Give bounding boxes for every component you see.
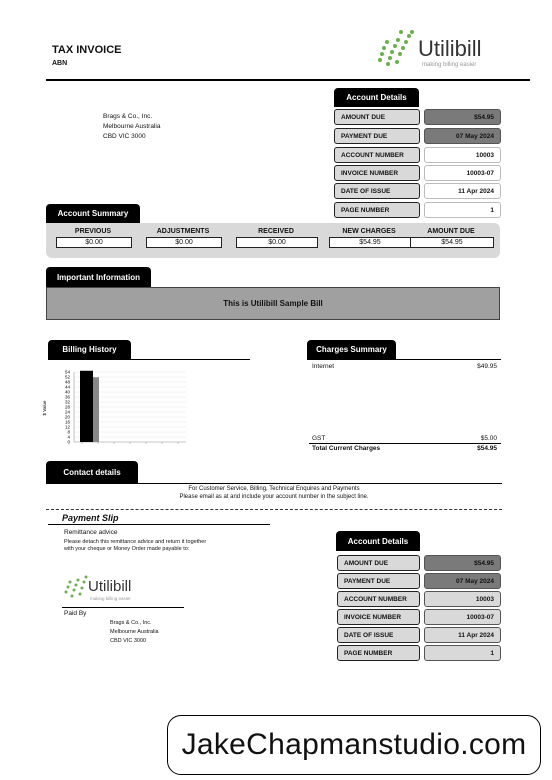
remittance-instructions-2: with your cheque or Money Order made payable to: — [64, 546, 190, 552]
customer-line-2: Melbourne Australia — [103, 123, 161, 130]
contact-line-1: For Customer Service, Billing, Technical Enquires and Payments — [188, 486, 360, 492]
slip-date-of-issue-value: 11 Apr 2024 — [424, 627, 501, 643]
account-number-value: 10003 — [424, 147, 501, 163]
slip-customer-line-1: Brags & Co., Inc. — [110, 620, 152, 626]
total-rule — [309, 443, 501, 444]
chart-y-tick-label: 24 — [64, 409, 70, 415]
chart-y-tick-label: 16 — [64, 419, 70, 425]
slip-amount-due-label: AMOUNT DUE — [337, 555, 420, 571]
slip-invoice-number-value: 10003-07 — [424, 609, 501, 625]
chart-y-tick-label: 12 — [64, 424, 70, 430]
total-value: $54.95 — [477, 445, 497, 452]
slip-account-number-label: ACCOUNT NUMBER — [337, 591, 420, 607]
account-summary-panel — [46, 223, 500, 258]
important-message: This is Utilibill Sample Bill — [223, 299, 323, 308]
utilibill-logo — [372, 24, 512, 74]
abn-label: ABN — [52, 60, 68, 67]
billing-history-rule — [48, 359, 250, 360]
chart-y-tick-label: 4 — [67, 434, 70, 440]
paid-by-rule — [62, 607, 184, 608]
slip-logo-mark-icon — [60, 572, 90, 602]
account-number-label: ACCOUNT NUMBER — [334, 147, 420, 163]
amount-due-value: $54.95 — [424, 109, 501, 125]
logo-mark-icon — [372, 24, 420, 68]
slip-account-details-tab: Account Details — [336, 531, 420, 551]
chart-y-axis-label: $ Value — [42, 400, 47, 416]
contact-line-2: Please email as at and include your account number in the subject line. — [179, 494, 369, 500]
slip-logo — [60, 572, 180, 608]
date-of-issue-value: 11 Apr 2024 — [424, 183, 501, 199]
watermark-banner — [167, 715, 541, 775]
chart-y-tick-label: 52 — [64, 374, 70, 380]
total-label: Total Current Charges — [312, 445, 381, 452]
important-info-box — [46, 287, 500, 320]
chart-bar — [93, 377, 99, 442]
remittance-label: Remittance advice — [64, 529, 118, 536]
date-of-issue-label: DATE OF ISSUE — [334, 183, 420, 199]
summary-header-adjustments: ADJUSTMENTS — [156, 228, 210, 235]
summary-value-new-charges: $54.95 — [329, 237, 411, 248]
billing-history-tab: Billing History — [48, 340, 131, 359]
page-number-value: 1 — [424, 202, 501, 218]
invoice-number-label: INVOICE NUMBER — [334, 165, 420, 181]
slip-customer-line-2: Melbourne Australia — [110, 629, 159, 635]
charges-summary-rule — [307, 359, 501, 360]
slip-amount-due-value: $54.95 — [424, 555, 501, 571]
customer-address — [103, 112, 160, 142]
important-info-tab: Important Information — [46, 267, 151, 287]
summary-value-amount-due: $54.95 — [410, 237, 494, 248]
payment-due-value: 07 May 2024 — [424, 128, 501, 144]
chart-y-tick-label: 8 — [67, 429, 70, 435]
watermark-text: JakeChapmanstudio.com — [181, 728, 527, 761]
slip-payment-due-value: 07 May 2024 — [424, 573, 501, 589]
chart-bar — [80, 371, 93, 442]
chart-y-tick-label: 44 — [64, 384, 70, 390]
chart-y-tick-label: 32 — [64, 399, 70, 405]
charge-internet-label: Internet — [312, 363, 335, 370]
chart-y-tick-label: 54 — [64, 369, 70, 375]
gst-label: GST — [312, 435, 326, 442]
customer-line-1: Brags & Co., Inc. — [103, 113, 153, 120]
slip-account-number-value: 10003 — [424, 591, 501, 607]
gst-value: $5.00 — [480, 435, 497, 442]
charge-internet-value: $49.95 — [477, 363, 497, 370]
header-rule — [46, 79, 530, 81]
summary-header-previous: PREVIOUS — [74, 228, 112, 235]
amount-due-label: AMOUNT DUE — [334, 109, 420, 125]
contact-details-tab: Contact details — [46, 461, 138, 483]
payment-slip-rule — [48, 524, 270, 525]
slip-payment-due-label: PAYMENT DUE — [337, 573, 420, 589]
chart-y-tick-label: 20 — [64, 414, 70, 420]
slip-page-number-label: PAGE NUMBER — [337, 645, 420, 661]
slip-invoice-number-label: INVOICE NUMBER — [337, 609, 420, 625]
charges-summary-tab: Charges Summary — [307, 340, 396, 359]
chart-y-tick-label: 36 — [64, 394, 70, 400]
payment-due-label: PAYMENT DUE — [334, 128, 420, 144]
customer-line-3: CBD VIC 3000 — [103, 133, 146, 140]
summary-value-adjustments: $0.00 — [146, 237, 222, 248]
chart-y-tick-label: 40 — [64, 389, 70, 395]
slip-date-of-issue-label: DATE OF ISSUE — [337, 627, 420, 643]
summary-value-previous: $0.00 — [56, 237, 132, 248]
chart-y-tick-label: 28 — [64, 404, 70, 410]
tear-off-line — [46, 509, 502, 510]
slip-logo-name: Utilibill — [88, 578, 132, 595]
slip-customer-line-3: CBD VIC 3000 — [110, 638, 147, 644]
chart-y-tick-label: 0 — [67, 439, 70, 445]
account-details-tab: Account Details — [334, 88, 419, 107]
paid-by-label: Paid By — [64, 610, 87, 617]
account-summary-tab: Account Summary — [46, 204, 140, 223]
slip-logo-tagline: making billing easier — [90, 596, 131, 601]
contact-rule — [46, 483, 502, 484]
payment-slip-title: Payment Slip — [62, 513, 119, 523]
logo-name: Utilibill — [418, 36, 482, 61]
summary-value-received: $0.00 — [236, 237, 318, 248]
summary-header-new-charges: NEW CHARGES — [342, 228, 396, 235]
page-number-label: PAGE NUMBER — [334, 202, 420, 218]
logo-tagline: making billing easier — [422, 62, 477, 68]
slip-page-number-value: 1 — [424, 645, 501, 661]
slip-customer — [110, 619, 159, 646]
remittance-instructions-1: Please detach this remittance advice and return it together — [64, 539, 207, 545]
summary-header-amount-due: AMOUNT DUE — [427, 228, 475, 235]
invoice-title: TAX INVOICE — [52, 44, 122, 56]
summary-header-received: RECEIVED — [258, 228, 294, 235]
chart-y-tick-label: 48 — [64, 379, 70, 385]
billing-history-chart — [40, 368, 200, 450]
invoice-number-value: 10003-07 — [424, 165, 501, 181]
